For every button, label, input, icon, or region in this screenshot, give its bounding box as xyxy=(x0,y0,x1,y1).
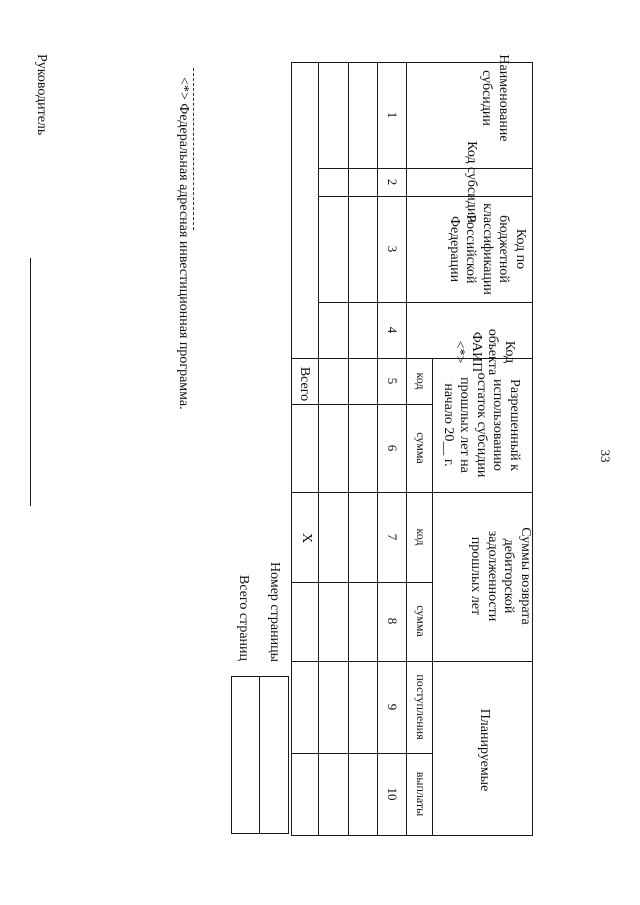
footnote-separator xyxy=(193,68,194,230)
subheader-c8: сумма xyxy=(414,605,428,637)
col-num-4: 4 xyxy=(385,326,400,334)
total-label: Всего xyxy=(297,366,312,402)
subheader-c7: код xyxy=(414,528,428,546)
header-receivables-return: Суммы возврата дебиторской задолженности прошлых лет xyxy=(468,527,533,625)
col-num-7: 7 xyxy=(385,533,400,541)
footnote-text: <*> Федеральная адресная инвестиционная программа. xyxy=(176,77,191,410)
header-budget-code: Код по бюджетной классификации Российской Федерации xyxy=(446,203,528,295)
subheader-c5: код xyxy=(414,372,428,390)
header-subsidy-code: Код субсидии xyxy=(464,141,479,223)
col-num-8: 8 xyxy=(385,617,400,625)
subheader-c10: выплаты xyxy=(414,771,428,817)
subheader-c9: поступления xyxy=(414,674,428,740)
col-num-2: 2 xyxy=(385,178,400,186)
page-number-label: Номер страницы xyxy=(267,561,282,663)
col-num-3: 3 xyxy=(385,245,400,253)
col-num-1: 1 xyxy=(385,111,400,119)
header-faip-code: Код объекта ФАИП <*> xyxy=(452,328,517,376)
header-subsidy-name: Наименование субсидии xyxy=(479,54,511,142)
header-permitted-balance: Разрешенный к использованию остаток субсидии прошлых лет на начало 20__ г. xyxy=(440,372,522,478)
head-signature-label: Руководитель xyxy=(34,54,49,136)
col-num-9: 9 xyxy=(385,703,400,711)
col-num-6: 6 xyxy=(385,444,400,452)
page-number: 33 xyxy=(598,449,613,463)
header-planned: Планируемые xyxy=(477,708,492,792)
col-num-5: 5 xyxy=(385,377,400,385)
signature-line xyxy=(30,258,31,506)
total-x-mark: X xyxy=(299,532,314,544)
total-pages-label: Всего страниц xyxy=(236,574,251,662)
subheader-c6: сумма xyxy=(414,432,428,464)
col-num-10: 10 xyxy=(385,787,400,801)
